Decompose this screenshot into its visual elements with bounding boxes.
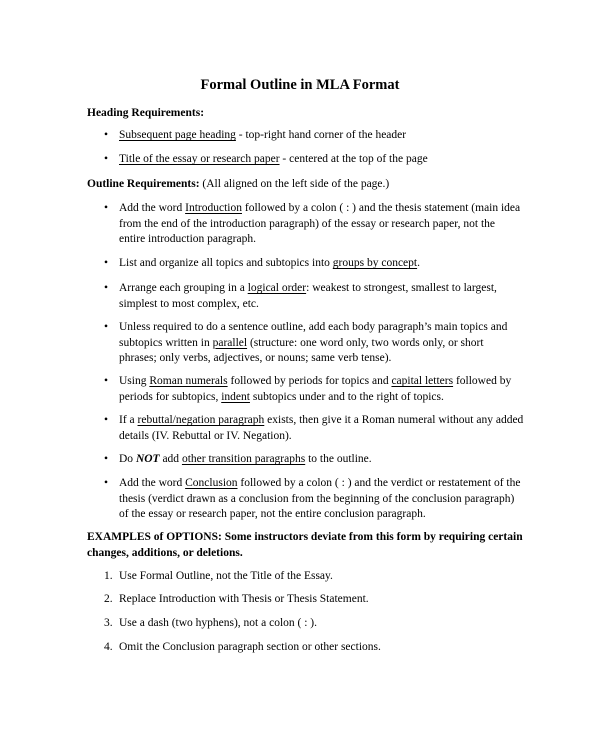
item-number: 2.	[104, 593, 113, 605]
link-parallel[interactable]: parallel	[212, 336, 248, 349]
link-title-of-essay[interactable]: Title of the essay or research paper	[119, 153, 280, 165]
bullet: •	[104, 414, 109, 426]
bullet: •	[104, 477, 109, 489]
link-indent[interactable]: indent	[221, 390, 250, 403]
link-capital-letters[interactable]: capital letters	[391, 375, 454, 387]
bullet: •	[104, 375, 109, 387]
emphasis-not: NOT	[135, 453, 160, 465]
heading-requirements-label: Heading Requirements:	[87, 107, 205, 119]
link-groups-by-concept[interactable]: groups by concept	[332, 257, 418, 269]
bullet: •	[104, 321, 109, 333]
link-logical-order[interactable]: logical order	[247, 282, 307, 294]
document-title: Formal Outline in MLA Format	[200, 77, 400, 93]
bullet: •	[104, 153, 109, 165]
item-number: 4.	[104, 641, 113, 653]
item-number: 1.	[104, 570, 113, 582]
bullet: •	[104, 453, 109, 465]
link-other-transition-paragraphs[interactable]: other transition paragraphs	[181, 453, 306, 465]
bullet: •	[104, 282, 109, 294]
document-page: Formal Outline in MLA Format Heading Requirements: • Subsequent page heading - top-right hand corner of the header • Title of the essay or research paper - centered at the top of the page Outline Requirements: (All aligned on the left side of the page.) • Add the word Introduction followed by a colon ( : ) and the thesis statement (main idea from the end of the introduction paragraph) of the essay or research paper, not the entire introduction paragraph. • List and organize all topics and subtopics into groups by concept. • Arrange each grouping in a logical order: weakest to strongest, smallest to largest, simplest to most complex, etc. • Unless required to do a sentence outline, add each body paragraph’s main topics and subtopics written in parallel (structure: one word only, two words only, or short phrases; only verbs, adjectives, or nouns; same verb tense). • Using Roman numerals followed by periods for topics and capital letters followed by periods for subtopics, indent subtopics under and to the right of topics. • If a rebuttal/negation paragraph exists, then give it a Roman numeral without any added details (IV. Rebuttal or IV. Negation). • Do NOT add other transition paragraphs to the outline. • Add the word Conclusion followed by a colon ( : ) and the verdict or restatement of the thesis (verdict drawn as a conclusion from the beginning of the conclusion paragraph) of the essay or research paper, not the entire conclusion paragraph. EXAMPLES of OPTIONS: Some instructors deviate from this form by requiring certain changes, additions, or deletions. 1. Use Formal Outline, not the Title of the Essay. 2. Replace Introduction with Thesis or Thesis Statement. 3. Use a dash (two hyphens), not a colon ( : ). 4. Omit the Conclusion paragraph section or other sections.	[0, 0, 600, 730]
link-conclusion[interactable]: Conclusion	[185, 477, 238, 489]
link-subsequent-page-heading[interactable]: Subsequent page heading	[119, 129, 236, 141]
link-introduction[interactable]: Introduction	[185, 202, 242, 214]
bullet: •	[104, 129, 109, 141]
link-roman-numerals[interactable]: Roman numerals	[149, 375, 228, 387]
bullet: •	[104, 202, 109, 214]
examples-label: EXAMPLES of OPTIONS: Some instructors deviate from this form by requiring certain changes, additions, or deletions.	[87, 531, 523, 559]
bullet: •	[104, 257, 109, 269]
outline-requirements-label: Outline Requirements: (All aligned on the left side of the page.)	[87, 178, 390, 190]
link-rebuttal-negation[interactable]: rebuttal/negation paragraph	[137, 414, 265, 426]
item-number: 3.	[104, 617, 113, 629]
